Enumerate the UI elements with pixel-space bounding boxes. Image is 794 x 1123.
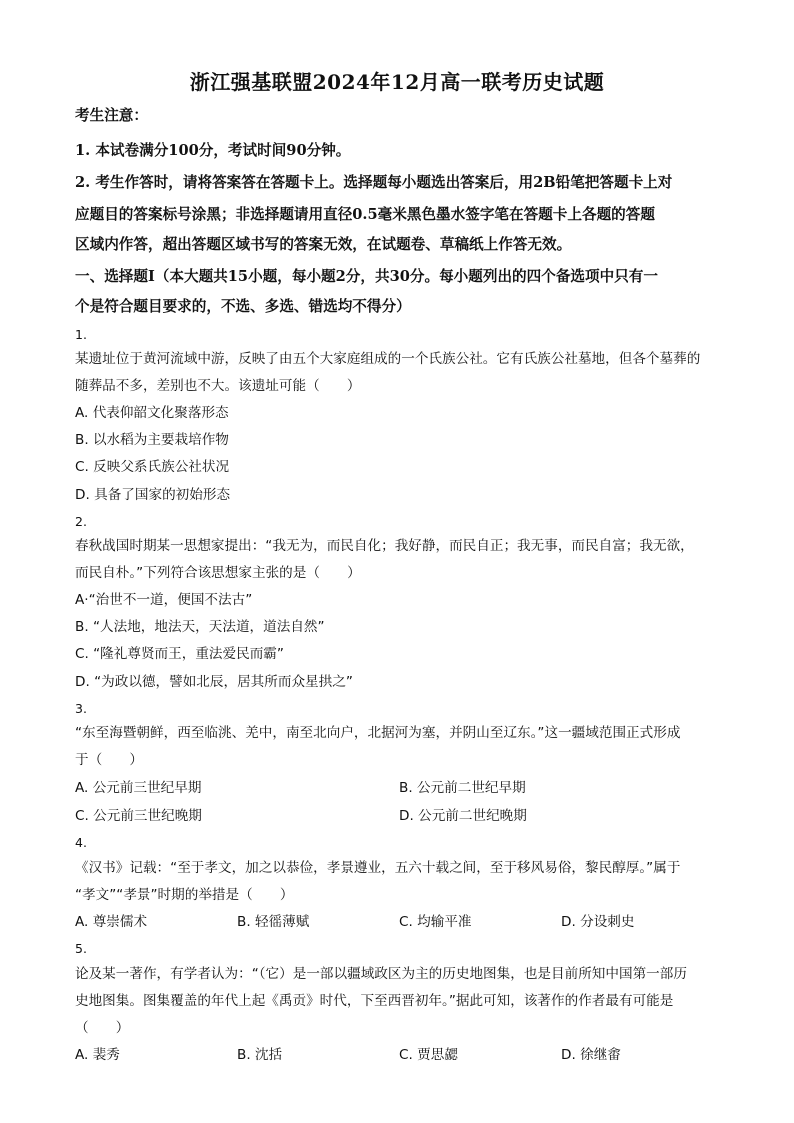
notice-item-1: 1. 本试卷满分100分，考试时间90分钟。 <box>75 142 351 159</box>
option-a: A·“治世不一道，便国不法古” <box>75 592 253 608</box>
option-a: A. 公元前三世纪早期 <box>75 780 202 796</box>
option-d: D. 具备了国家的初始形态 <box>75 487 231 503</box>
notice-item-2-line-2: 应题目的答案标号涂黑；非选择题请用直径0.5毫米黑色墨水签字笔在答题卡上各题的答题 <box>75 206 655 223</box>
question-stem: 某遗址位于黄河流域中游，反映了由五个大家庭组成的一个氏族公社。它有氏族公社墓地，但各个墓葬的 <box>75 351 701 367</box>
page-title: 浙江强基联盟2024年12月高一联考历史试题 <box>189 70 605 94</box>
option-d: D. “为政以德，譬如北辰，居其所而众星拱之” <box>75 674 353 690</box>
notice-heading: 考生注意： <box>75 107 148 124</box>
option-c: C. 反映父系氏族公社状况 <box>75 459 230 475</box>
option-b: B. “人法地，地法天，天法道，道法自然” <box>75 619 325 635</box>
option-b: B. 沈括 <box>237 1047 283 1063</box>
question-stem: 于（ ） <box>75 752 143 768</box>
question-number: 2. <box>75 514 87 529</box>
question-stem: 论及某一著作，有学者认为：“（它）是一部以疆域政区为主的历史地图集，也是目前所知中国第一部历 <box>75 966 687 982</box>
question-number: 3. <box>75 701 87 716</box>
option-a: A. 尊崇儒术 <box>75 914 148 930</box>
option-a: A. 裴秀 <box>75 1047 120 1063</box>
question-number: 5. <box>75 941 87 956</box>
question-stem: 而民自朴。”下列符合该思想家主张的是（ ） <box>75 565 361 581</box>
question-stem: “东至海暨朝鲜，西至临洮、羌中，南至北向户，北据河为塞，并阴山至辽东。”这一疆域范围正式形成 <box>75 725 681 741</box>
option-c: C. 贾思勰 <box>399 1047 458 1063</box>
option-b: B. 公元前二世纪早期 <box>399 780 526 796</box>
option-d: D. 公元前二世纪晚期 <box>399 808 527 824</box>
notice-item-2-line-1: 2. 考生作答时，请将答案答在答题卡上。选择题每小题选出答案后，用2B铅笔把答题卡上对 <box>75 174 673 191</box>
question-stem: 春秋战国时期某一思想家提出：“我无为，而民自化；我好静，而民自正；我无事，而民自富；我无欲， <box>75 538 694 554</box>
option-b: B. 以水稻为主要栽培作物 <box>75 432 229 448</box>
question-stem: 史地图集。图集覆盖的年代上起《禹贡》时代，下至西晋初年。”据此可知，该著作的作者最有可能是 <box>75 993 674 1009</box>
option-c: C. 公元前三世纪晚期 <box>75 808 202 824</box>
question-number: 1. <box>75 327 87 342</box>
section-heading-line-2: 个是符合题目要求的，不选、多选、错选均不得分） <box>75 298 411 315</box>
option-d: D. 分设刺史 <box>561 914 635 930</box>
question-stem: “孝文”“孝景”时期的举措是（ ） <box>75 887 294 903</box>
question-number: 4. <box>75 835 87 850</box>
question-stem: （ ） <box>75 1020 130 1036</box>
question-stem: 《汉书》记载：“至于孝文，加之以恭俭，孝景遵业，五六十载之间，至于移风易俗，黎民醇厚。”属于 <box>75 860 681 876</box>
option-c: C. 均输平准 <box>399 914 472 930</box>
option-c: C. “隆礼尊贤而王，重法爱民而霸” <box>75 646 284 662</box>
section-heading-line-1: 一、选择题Ⅰ（本大题共15小题，每小题2分，共30分。每小题列出的四个备选项中只有一 <box>75 268 658 285</box>
notice-item-2-line-3: 区域内作答，超出答题区域书写的答案无效，在试题卷、草稿纸上作答无效。 <box>75 236 572 253</box>
option-b: B. 轻徭薄赋 <box>237 914 310 930</box>
question-stem: 随葬品不多，差别也不大。该遗址可能（ ） <box>75 378 361 394</box>
option-d: D. 徐继畬 <box>561 1047 621 1063</box>
option-a: A. 代表仰韶文化聚落形态 <box>75 405 229 421</box>
